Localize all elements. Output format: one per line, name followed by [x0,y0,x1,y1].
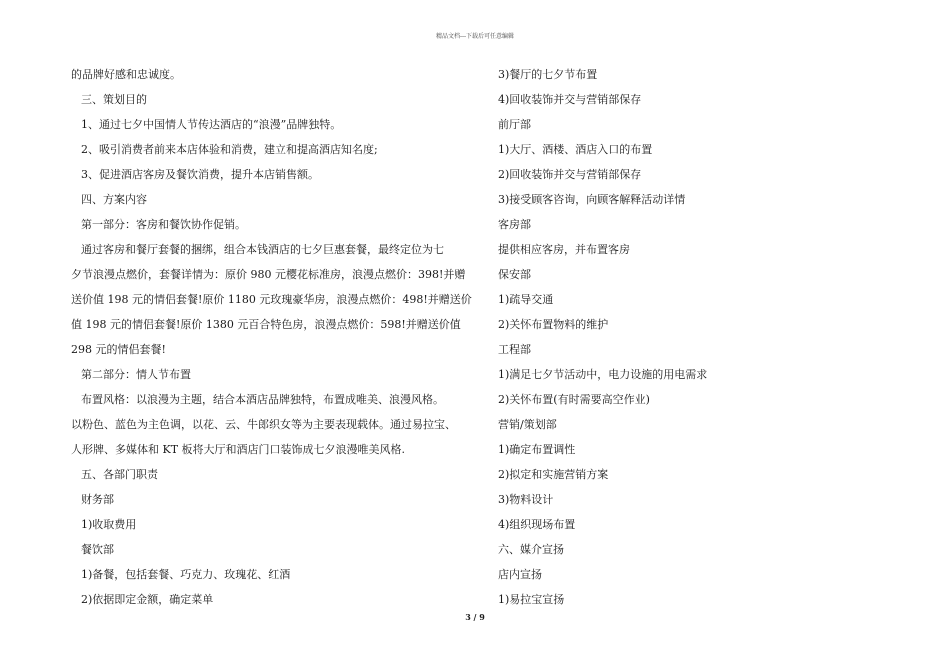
text-line: 财务部 [81,493,114,506]
text-line: 第一部分：客房和餐饮协作促销。 [81,218,246,231]
text-line: 2)回收装饰并交与营销部保存 [498,168,642,181]
text-line: 四、方案内容 [81,193,147,206]
text-line: 前厅部 [498,118,531,131]
text-line: 1、通过七夕中国情人节传达酒店的“浪漫”品牌独特。 [81,118,342,131]
text-line: 2)关怀布置物料的维护 [498,318,609,331]
right-column [498,62,898,612]
text-line: 3)物料设计 [498,493,554,506]
text-line: 五、各部门职责 [81,468,158,481]
text-line: 送价值 198 元的情侣套餐!原价 1180 元玫瑰豪华房，浪漫点燃价：498!并赠送价 [71,293,472,306]
text-line: 营销/策划部 [498,418,557,431]
text-line: 3、促进酒店客房及餐饮消费，提升本店销售额。 [81,168,319,181]
page-number: 3 / 9 [465,612,485,622]
text-line: 1)大厅、酒楼、酒店入口的布置 [498,143,653,156]
text-line: 人形牌、多媒体和 KT 板将大厅和酒店门口装饰成七夕浪漫唯美风格. [71,443,406,456]
text-line: 通过客房和餐厅套餐的捆绑，组合本钱酒店的七夕巨惠套餐，最终定位为七 [81,243,444,256]
text-line: 以粉色、蓝色为主色调，以花、云、牛郎织女等为主要表现载体。通过易拉宝、 [71,418,456,431]
text-line: 夕节浪漫点燃价，套餐详情为：原价 980 元樱花标准房，浪漫点燃价：398!并赠 [71,268,466,281]
page-header: 精品文档---下载后可任意编辑 [435,33,515,40]
text-line: 1)易拉宝宣扬 [498,593,565,606]
text-line: 2、吸引消费者前来本店体验和消费，建立和提高酒店知名度; [81,143,378,156]
text-line: 2)依据即定金额，确定菜单 [81,593,214,606]
text-line: 店内宣扬 [498,568,542,581]
text-line: 4)回收装饰并交与营销部保存 [498,93,642,106]
text-line: 298 元的情侣套餐! [71,343,166,356]
text-line: 值 198 元的情侣套餐!原价 1380 元百合特色房，浪漫点燃价：598!并赠送价值 [71,318,461,331]
text-line: 1)收取费用 [81,518,137,531]
text-line: 第二部分：情人节布置 [81,368,191,381]
text-line: 1)确定布置调性 [498,443,576,456]
text-line: 客房部 [498,218,531,231]
text-line: 2)关怀布置(有时需要高空作业) [498,393,650,406]
text-line: 3)餐厅的七夕节布置 [498,68,598,81]
text-line: 1)备餐，包括套餐、巧克力、玫瑰花、红酒 [81,568,291,581]
text-line: 提供相应客房，并布置客房 [498,243,630,256]
text-line: 餐饮部 [81,543,114,556]
text-line: 六、媒介宣扬 [498,543,564,556]
text-line: 2)拟定和实施营销方案 [498,468,609,481]
text-line: 3)接受顾客咨询，向顾客解释活动详情 [498,193,686,206]
text-line: 三、策划目的 [81,93,147,106]
text-line: 1)满足七夕节活动中，电力设施的用电需求 [498,368,708,381]
left-column [71,62,471,612]
text-line: 工程部 [498,343,531,356]
text-line: 的品牌好感和忠诚度。 [71,68,181,81]
text-line: 保安部 [498,268,531,281]
text-line: 1)疏导交通 [498,293,554,306]
text-line: 布置风格：以浪漫为主题，结合本酒店品牌独特，布置成唯美、浪漫风格。 [81,393,444,406]
text-line: 4)组织现场布置 [498,518,576,531]
